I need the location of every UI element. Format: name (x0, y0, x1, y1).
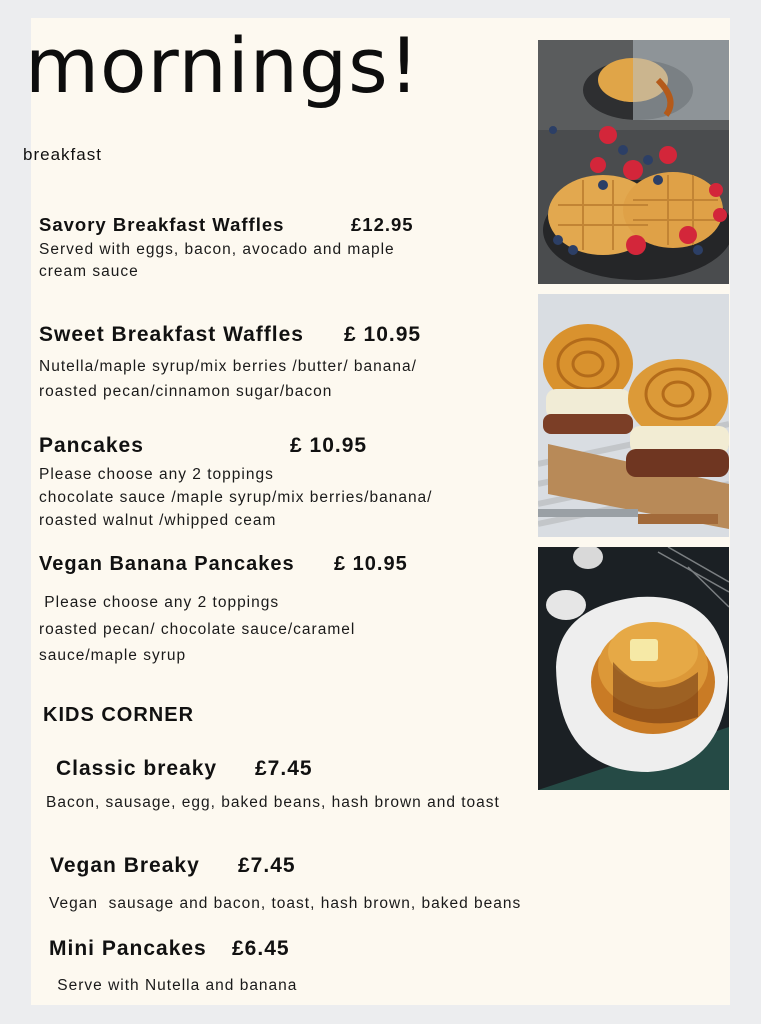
item-desc-line: chocolate sauce /maple syrup/mix berries/banana/ (39, 489, 433, 506)
item-price-sweet-waffles: £ 10.95 (344, 323, 422, 346)
menu-title: mornings! (25, 21, 421, 110)
kids-corner-heading: KIDS CORNER (43, 704, 195, 726)
kids-item-name-classic-breaky: Classic breaky (56, 757, 218, 780)
item-price-pancakes: £ 10.95 (290, 434, 368, 457)
item-price-vegan-banana-pancakes: £ 10.95 (334, 553, 408, 575)
item-desc-line: Please choose any 2 toppings (39, 466, 274, 483)
kids-item-desc: Vegan sausage and bacon, toast, hash brown, baked beans (49, 895, 522, 912)
item-desc-line: cream sauce (39, 263, 139, 280)
item-desc-line: Please choose any 2 toppings (39, 594, 280, 611)
menu-subtitle: breakfast (23, 145, 102, 164)
kids-item-name-vegan-breaky: Vegan Breaky (50, 854, 200, 877)
cinnamon-roll-sandwich-photo (538, 294, 729, 537)
item-desc-line: roasted pecan/ chocolate sauce/caramel (39, 621, 356, 638)
kids-item-price-mini-pancakes: £6.45 (232, 937, 290, 960)
kids-item-price-classic-breaky: £7.45 (255, 757, 313, 780)
item-desc-line: Served with eggs, bacon, avocado and maple (39, 241, 395, 258)
item-name-vegan-banana-pancakes: Vegan Banana Pancakes (39, 553, 295, 575)
item-desc-line: roasted pecan/cinnamon sugar/bacon (39, 383, 333, 400)
item-name-sweet-waffles: Sweet Breakfast Waffles (39, 323, 304, 346)
item-desc-line: Nutella/maple syrup/mix berries /butter/ banana/ (39, 358, 417, 375)
pancake-stack-photo (538, 547, 729, 790)
waffles-photo (538, 40, 729, 284)
kids-item-desc: Serve with Nutella and banana (52, 977, 298, 994)
kids-item-name-mini-pancakes: Mini Pancakes (49, 937, 207, 960)
kids-item-desc: Bacon, sausage, egg, baked beans, hash brown and toast (46, 794, 500, 811)
item-desc-line: roasted walnut /whipped ceam (39, 512, 277, 529)
item-desc-line: sauce/maple syrup (39, 647, 187, 664)
item-name-savory-waffles: Savory Breakfast Waffles (39, 214, 285, 235)
kids-item-price-vegan-breaky: £7.45 (238, 854, 296, 877)
item-name-pancakes: Pancakes (39, 434, 144, 457)
item-price-savory-waffles: £12.95 (351, 214, 414, 235)
